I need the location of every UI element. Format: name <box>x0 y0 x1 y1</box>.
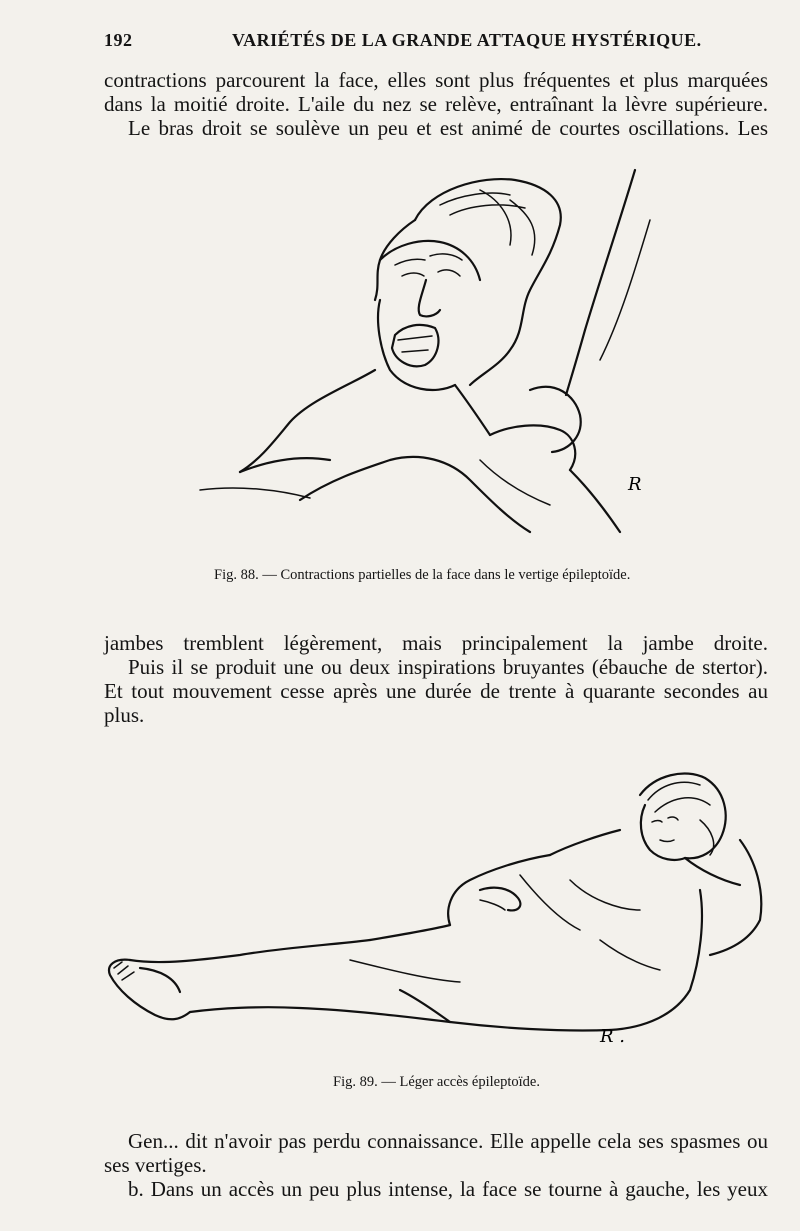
figure-89-caption: Fig. 89. — Léger accès épileptoïde. <box>333 1074 540 1090</box>
middle-paragraph-line-1: jambes tremblent légèrement, mais principalement la jambe droite. <box>104 631 768 655</box>
bottom-paragraph-line-2: ses vertiges. <box>104 1153 207 1177</box>
figure-88-drawing <box>180 160 660 550</box>
page-header <box>104 30 764 56</box>
top-paragraph-line-3: Le bras droit se soulève un peu et est animé de courtes oscillations. Les <box>128 116 768 140</box>
figure-89-signature: R . <box>600 1026 625 1047</box>
figure-89-drawing <box>100 760 780 1060</box>
middle-paragraph-line-4: plus. <box>104 703 145 727</box>
bottom-paragraph-line-3: b. Dans un accès un peu plus intense, la face se tourne à gauche, les yeux <box>128 1177 768 1201</box>
figure-88-signature: R <box>628 474 642 495</box>
figure-88-caption: Fig. 88. — Contractions partielles de la face dans le vertige épileptoïde. <box>214 567 631 583</box>
bottom-paragraph-line-1: Gen... dit n'avoir pas perdu connaissance. Elle appelle cela ses spasmes ou <box>128 1129 768 1153</box>
top-paragraph-line-2: dans la moitié droite. L'aile du nez se relève, entraînant la lèvre supérieure. <box>104 92 768 116</box>
middle-paragraph-line-2: Puis il se produit une ou deux inspirations bruyantes (ébauche de stertor). <box>128 655 768 679</box>
middle-paragraph-line-3: Et tout mouvement cesse après une durée de trente à quarante secondes au <box>104 679 768 703</box>
running-title: VARIÉTÉS DE LA GRANDE ATTAQUE HYSTÉRIQUE. <box>232 30 702 50</box>
top-paragraph-line-1: contractions parcourent la face, elles sont plus fréquentes et plus marquées <box>104 68 768 92</box>
page-number: 192 <box>104 30 133 50</box>
